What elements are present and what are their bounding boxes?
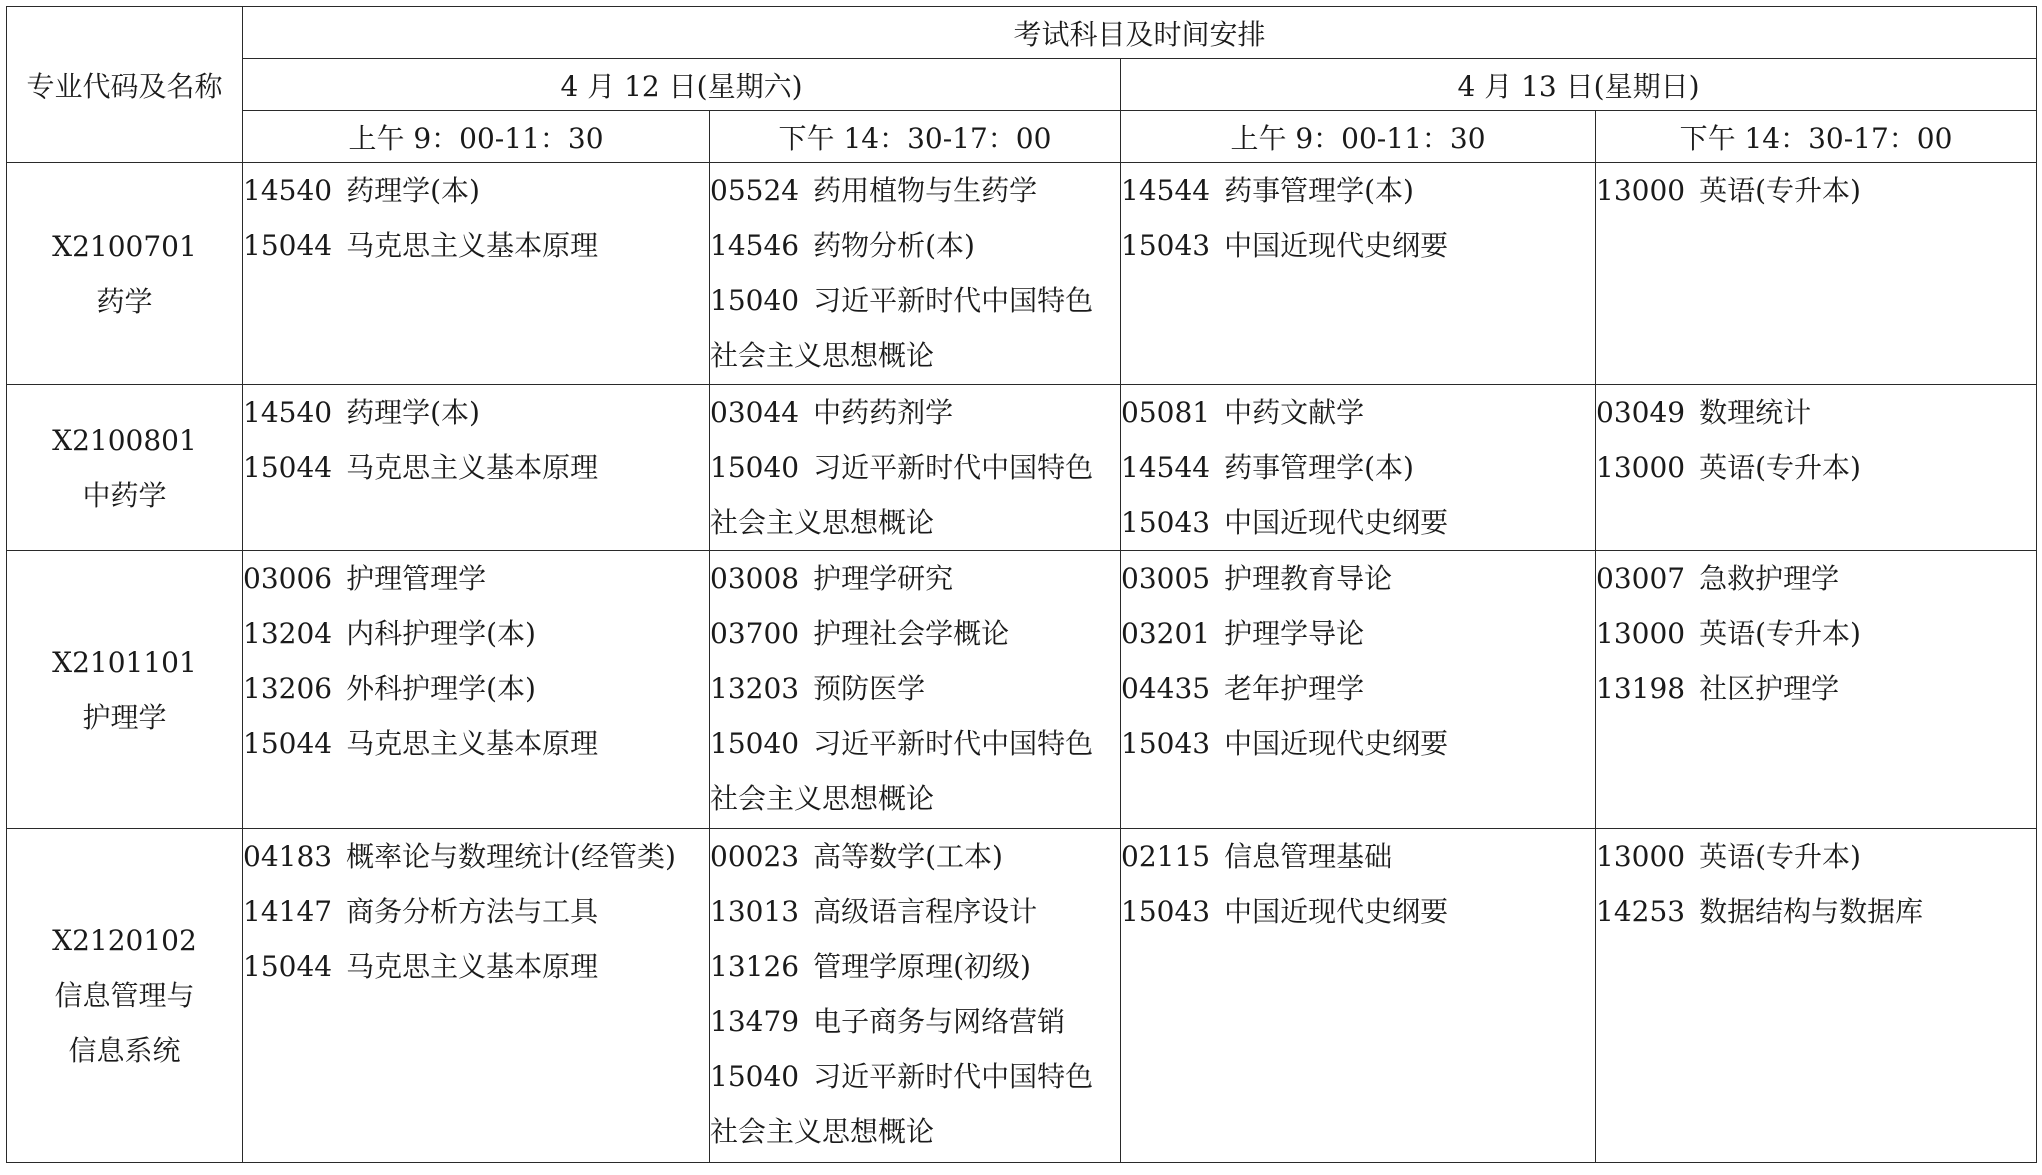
session-header-day2-pm: 下午 14：30-17：00 xyxy=(1596,111,2037,163)
subject-code: 03049 xyxy=(1596,396,1686,429)
subject-line xyxy=(1596,606,2036,661)
subject-line xyxy=(710,939,1120,994)
subject-name: 高等数学(工本) xyxy=(813,840,1003,873)
subject-code: 13198 xyxy=(1596,672,1686,705)
session-cell xyxy=(1596,829,2037,1163)
session-cell xyxy=(710,829,1121,1163)
subject-line xyxy=(1121,716,1595,771)
subject-line xyxy=(1596,440,2036,495)
subject-line xyxy=(710,771,1120,826)
subject-line xyxy=(243,606,709,661)
subject-code: 13203 xyxy=(710,672,800,705)
subject-name: 马克思主义基本原理 xyxy=(346,727,599,760)
subject-line xyxy=(710,163,1120,218)
subject-line xyxy=(1596,385,2036,440)
subject-name: 数据结构与数据库 xyxy=(1699,895,1924,928)
subject-code: 02115 xyxy=(1121,840,1211,873)
session-cell xyxy=(1596,385,2037,551)
subject-name: 护理社会学概论 xyxy=(813,617,1010,650)
subject-name: 电子商务与网络营销 xyxy=(813,1005,1066,1038)
session-cell xyxy=(710,385,1121,551)
subject-name: 中国近现代史纲要 xyxy=(1224,229,1449,262)
major-column-header: 专业代码及名称 xyxy=(7,7,243,163)
subject-name: 习近平新时代中国特色 xyxy=(813,284,1094,317)
subject-code: 15044 xyxy=(243,950,333,983)
subject-name: 马克思主义基本原理 xyxy=(346,451,599,484)
major-name: 中药学 xyxy=(82,478,167,512)
subject-line xyxy=(243,440,709,495)
subject-line xyxy=(1121,661,1595,716)
major-cell xyxy=(7,829,243,1163)
subject-line xyxy=(1121,829,1595,884)
subject-code: 03201 xyxy=(1121,617,1211,650)
subject-line xyxy=(243,939,709,994)
subject-name: 马克思主义基本原理 xyxy=(346,229,599,262)
session-cell xyxy=(710,551,1121,829)
subject-name: 药理学(本) xyxy=(346,396,480,429)
subject-code: 14544 xyxy=(1121,451,1211,484)
subject-code: 15040 xyxy=(710,451,800,484)
subject-line xyxy=(1596,661,2036,716)
subject-code: 03044 xyxy=(710,396,800,429)
subject-code: 03700 xyxy=(710,617,800,650)
subject-name: 中药药剂学 xyxy=(813,396,954,429)
subject-name: 英语(专升本) xyxy=(1699,451,1861,484)
subject-name: 老年护理学 xyxy=(1224,672,1365,705)
subject-name: 社区护理学 xyxy=(1699,672,1840,705)
subject-line xyxy=(243,829,709,884)
session-cell xyxy=(243,163,710,385)
session-header-day2-am: 上午 9：00-11：30 xyxy=(1121,111,1596,163)
subject-code: 15040 xyxy=(710,727,800,760)
subject-code: 14147 xyxy=(243,895,333,928)
subject-line xyxy=(710,440,1120,495)
session-cell xyxy=(243,551,710,829)
subject-name: 社会主义思想概论 xyxy=(710,1115,935,1148)
major-cell xyxy=(7,163,243,385)
major-code: X2120102 xyxy=(52,924,197,957)
session-cell xyxy=(710,163,1121,385)
table-row xyxy=(7,163,2037,385)
subject-name: 中药文献学 xyxy=(1224,396,1365,429)
subject-code: 15040 xyxy=(710,1060,800,1093)
subject-name: 护理管理学 xyxy=(346,562,487,595)
subject-code: 15044 xyxy=(243,727,333,760)
subject-line xyxy=(243,163,709,218)
subject-name: 管理学原理(初级) xyxy=(813,950,1031,983)
subject-line xyxy=(710,551,1120,606)
major-code: X2100701 xyxy=(52,229,197,263)
subject-name: 概率论与数理统计(经管类) xyxy=(346,840,676,873)
subject-code: 04435 xyxy=(1121,672,1211,705)
subject-name: 护理学研究 xyxy=(813,562,954,595)
subject-line xyxy=(1121,218,1595,273)
session-cell xyxy=(1121,163,1596,385)
subject-code: 05081 xyxy=(1121,396,1211,429)
subject-code: 14546 xyxy=(710,229,800,262)
subject-line xyxy=(710,1104,1120,1159)
subject-line xyxy=(710,884,1120,939)
subject-code: 13000 xyxy=(1596,174,1686,207)
subject-code: 15043 xyxy=(1121,229,1211,262)
subject-name: 护理教育导论 xyxy=(1224,562,1393,595)
session-header-day1-pm: 下午 14：30-17：00 xyxy=(710,111,1121,163)
subject-name: 内科护理学(本) xyxy=(346,617,536,650)
subject-line xyxy=(710,661,1120,716)
subject-line xyxy=(710,1049,1120,1104)
subject-code: 15043 xyxy=(1121,506,1211,539)
subject-line xyxy=(243,385,709,440)
schedule-title: 考试科目及时间安排 xyxy=(243,7,2037,59)
subject-code: 15044 xyxy=(243,229,333,262)
subject-code: 00023 xyxy=(710,840,800,873)
subject-line xyxy=(243,218,709,273)
subject-line xyxy=(710,606,1120,661)
subject-code: 13204 xyxy=(243,617,333,650)
session-cell xyxy=(1596,163,2037,385)
subject-code: 14544 xyxy=(1121,174,1211,207)
subject-line xyxy=(1121,440,1595,495)
subject-name: 中国近现代史纲要 xyxy=(1224,895,1449,928)
subject-line xyxy=(710,328,1120,383)
session-cell xyxy=(243,829,710,1163)
subject-line xyxy=(710,994,1120,1049)
subject-line xyxy=(243,884,709,939)
subject-name: 数理统计 xyxy=(1699,396,1812,429)
subject-name: 护理学导论 xyxy=(1224,617,1365,650)
major-code: X2100801 xyxy=(52,423,197,457)
major-cell xyxy=(7,385,243,551)
subject-line xyxy=(1596,884,2036,939)
subject-name: 习近平新时代中国特色 xyxy=(813,1060,1094,1093)
subject-code: 13000 xyxy=(1596,840,1686,873)
subject-name: 预防医学 xyxy=(813,672,926,705)
table-row xyxy=(7,551,2037,829)
subject-code: 05524 xyxy=(710,174,800,207)
subject-code: 03008 xyxy=(710,562,800,595)
date-header-day2: 4 月 13 日(星期日) xyxy=(1121,59,2037,111)
subject-code: 13013 xyxy=(710,895,800,928)
session-cell xyxy=(243,385,710,551)
subject-line xyxy=(243,716,709,771)
subject-name: 习近平新时代中国特色 xyxy=(813,727,1094,760)
subject-code: 14540 xyxy=(243,174,333,207)
subject-line xyxy=(1121,606,1595,661)
major-cell xyxy=(7,551,243,829)
subject-line xyxy=(710,716,1120,771)
subject-line xyxy=(1121,163,1595,218)
subject-line xyxy=(710,495,1120,550)
subject-line xyxy=(1121,385,1595,440)
subject-code: 15043 xyxy=(1121,727,1211,760)
subject-line xyxy=(1596,551,2036,606)
subject-code: 14253 xyxy=(1596,895,1686,928)
subject-name: 药事管理学(本) xyxy=(1224,451,1414,484)
subject-code: 13000 xyxy=(1596,617,1686,650)
subject-line xyxy=(1596,163,2036,218)
major-name: 护理学 xyxy=(82,700,167,734)
subject-name: 习近平新时代中国特色 xyxy=(813,451,1094,484)
subject-name: 英语(专升本) xyxy=(1699,617,1861,650)
session-cell xyxy=(1121,829,1596,1163)
subject-name: 社会主义思想概论 xyxy=(710,782,935,815)
subject-line xyxy=(710,385,1120,440)
subject-code: 13000 xyxy=(1596,451,1686,484)
subject-line xyxy=(710,218,1120,273)
major-name: 信息管理与 xyxy=(54,979,195,1012)
subject-name: 急救护理学 xyxy=(1699,562,1840,595)
subject-code: 13206 xyxy=(243,672,333,705)
subject-name: 社会主义思想概论 xyxy=(710,506,935,539)
session-header-day1-am: 上午 9：00-11：30 xyxy=(243,111,710,163)
subject-name: 社会主义思想概论 xyxy=(710,339,935,372)
schedule-body xyxy=(7,163,2037,1163)
subject-name: 商务分析方法与工具 xyxy=(346,895,599,928)
subject-code: 03007 xyxy=(1596,562,1686,595)
subject-name: 英语(专升本) xyxy=(1699,174,1861,207)
subject-name: 马克思主义基本原理 xyxy=(346,950,599,983)
session-cell xyxy=(1121,385,1596,551)
subject-code: 03005 xyxy=(1121,562,1211,595)
major-name: 信息系统 xyxy=(68,1034,181,1067)
subject-name: 药事管理学(本) xyxy=(1224,174,1414,207)
subject-name: 药物分析(本) xyxy=(813,229,975,262)
major-name: 药学 xyxy=(96,284,153,318)
subject-name: 外科护理学(本) xyxy=(346,672,536,705)
exam-schedule-table xyxy=(6,6,2037,1163)
subject-line xyxy=(243,551,709,606)
subject-code: 15040 xyxy=(710,284,800,317)
subject-code: 15044 xyxy=(243,451,333,484)
session-cell xyxy=(1121,551,1596,829)
subject-line xyxy=(1121,551,1595,606)
subject-line xyxy=(243,661,709,716)
subject-name: 药用植物与生药学 xyxy=(813,174,1038,207)
subject-code: 14540 xyxy=(243,396,333,429)
session-cell xyxy=(1596,551,2037,829)
subject-name: 高级语言程序设计 xyxy=(813,895,1038,928)
subject-name: 英语(专升本) xyxy=(1699,840,1861,873)
subject-code: 04183 xyxy=(243,840,333,873)
date-header-day1: 4 月 12 日(星期六) xyxy=(243,59,1121,111)
major-code: X2101101 xyxy=(52,645,197,679)
table-row xyxy=(7,385,2037,551)
subject-name: 药理学(本) xyxy=(346,174,480,207)
subject-code: 15043 xyxy=(1121,895,1211,928)
subject-code: 03006 xyxy=(243,562,333,595)
subject-name: 信息管理基础 xyxy=(1224,840,1393,873)
subject-name: 中国近现代史纲要 xyxy=(1224,727,1449,760)
table-row xyxy=(7,829,2037,1163)
subject-name: 中国近现代史纲要 xyxy=(1224,506,1449,539)
subject-line xyxy=(710,829,1120,884)
subject-line xyxy=(1121,884,1595,939)
subject-line xyxy=(1121,495,1595,550)
subject-line xyxy=(1596,829,2036,884)
subject-line xyxy=(710,273,1120,328)
subject-code: 13479 xyxy=(710,1005,800,1038)
subject-code: 13126 xyxy=(710,950,800,983)
